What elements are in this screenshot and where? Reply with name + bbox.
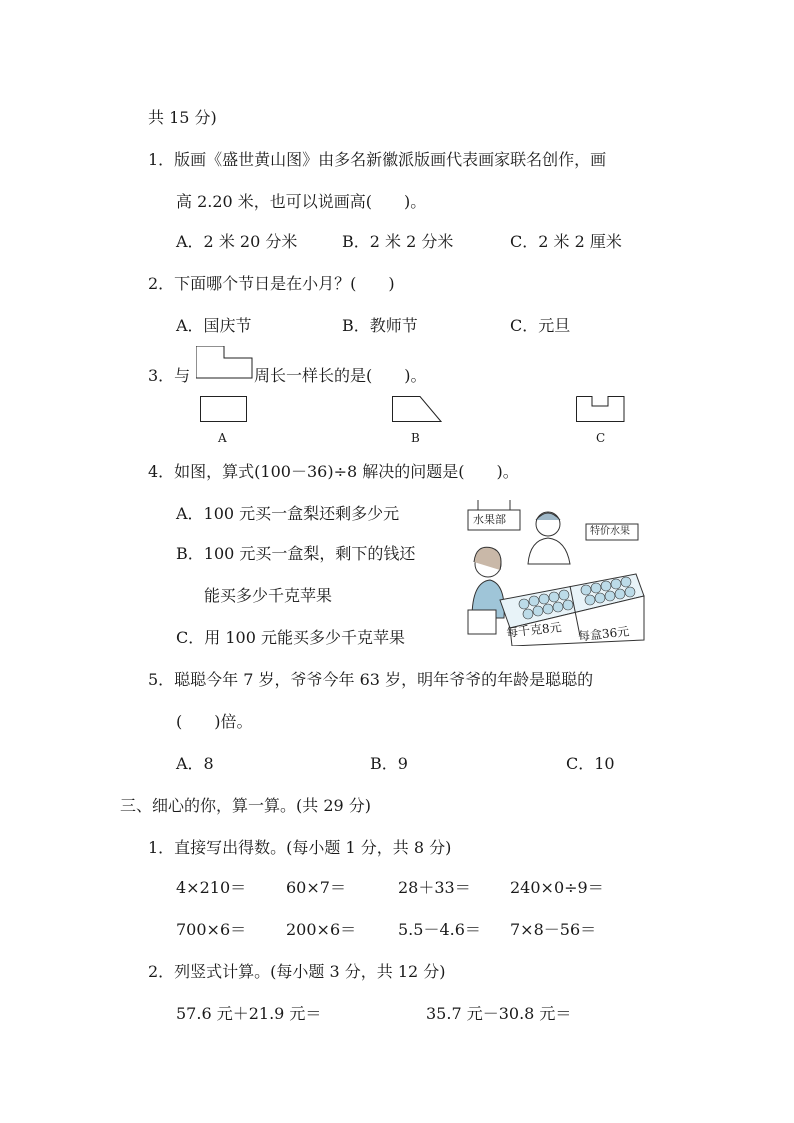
question-5-line2: ( )倍。 xyxy=(176,712,253,731)
question-1-line2: 高 2.20 米，也可以说画高( )。 xyxy=(176,192,427,211)
question-4-option-b-line1: B．100 元买一盒梨，剩下的钱还 xyxy=(176,544,416,563)
question-1-line1: 1．版画《盛世黄山图》由多名新徽派版画代表画家联名创作，画 xyxy=(148,150,607,169)
mental-calc-5: 700×6＝ xyxy=(176,920,247,939)
question-2-option-a: A．国庆节 xyxy=(176,316,252,335)
section-3-sub2-title: 2．列竖式计算。(每小题 3 分，共 12 分) xyxy=(148,962,446,981)
question-4-option-b-line2: 能买多少千克苹果 xyxy=(204,586,333,605)
question-5-line1: 5．聪聪今年 7 岁，爷爷今年 63 岁，明年爷爷的年龄是聪聪的 xyxy=(148,670,594,689)
question-3-label-a: A xyxy=(218,431,227,445)
question-4-option-c: C．用 100 元能买多少千克苹果 xyxy=(176,628,405,647)
mental-calc-8: 7×8－56＝ xyxy=(510,920,597,939)
fruit-shop-illustration xyxy=(460,500,646,646)
question-2-text: 2．下面哪个节日是在小月？( ) xyxy=(148,274,395,293)
question-3-shape-c xyxy=(576,396,626,424)
question-4-text: 4．如图，算式(100－36)÷8 解决的问题是( )。 xyxy=(148,462,519,481)
question-1-option-b: B．2 米 2 分米 xyxy=(342,232,454,251)
mental-calc-4: 240×0÷9＝ xyxy=(510,878,604,897)
price-label-pear: 每盒36元 xyxy=(577,624,630,644)
vertical-calc-1: 57.6 元＋21.9 元＝ xyxy=(176,1004,322,1023)
question-2-option-c: C．元旦 xyxy=(510,316,571,335)
section-3-title: 三、细心的你，算一算。(共 29 分) xyxy=(120,796,372,815)
question-5-option-a: A．8 xyxy=(176,754,214,773)
question-5-option-c: C．10 xyxy=(566,754,615,773)
question-4-option-a: A．100 元买一盒梨还剩多少元 xyxy=(176,504,400,523)
question-3-shape-a xyxy=(200,396,248,424)
question-2-option-b: B．教师节 xyxy=(342,316,418,335)
mental-calc-6: 200×6＝ xyxy=(286,920,357,939)
section-header-tail: 共 15 分) xyxy=(148,108,217,127)
mental-calc-2: 60×7＝ xyxy=(286,878,346,897)
mental-calc-3: 28＋33＝ xyxy=(398,878,471,897)
question-3-reference-shape xyxy=(196,346,254,380)
question-3-shape-b xyxy=(392,396,442,424)
sign-fruit-department: 水果部 xyxy=(473,513,506,526)
question-3-label-b: B xyxy=(411,431,420,445)
mental-calc-1: 4×210＝ xyxy=(176,878,247,897)
question-1-option-c: C．2 米 2 厘米 xyxy=(510,232,622,251)
question-3-label-c: C xyxy=(596,431,606,445)
section-3-sub1-title: 1．直接写出得数。(每小题 1 分，共 8 分) xyxy=(148,838,452,857)
vertical-calc-2: 35.7 元－30.8 元＝ xyxy=(426,1004,572,1023)
price-label-apple: 每千克8元 xyxy=(505,620,563,640)
question-3-prefix: 3．与 xyxy=(148,366,191,385)
sign-special-fruit: 特价水果 xyxy=(590,526,630,537)
question-5-option-b: B．9 xyxy=(370,754,408,773)
question-3-suffix: 周长一样长的是( )。 xyxy=(254,366,427,385)
mental-calc-7: 5.5－4.6＝ xyxy=(398,920,481,939)
question-1-option-a: A．2 米 20 分米 xyxy=(176,232,298,251)
